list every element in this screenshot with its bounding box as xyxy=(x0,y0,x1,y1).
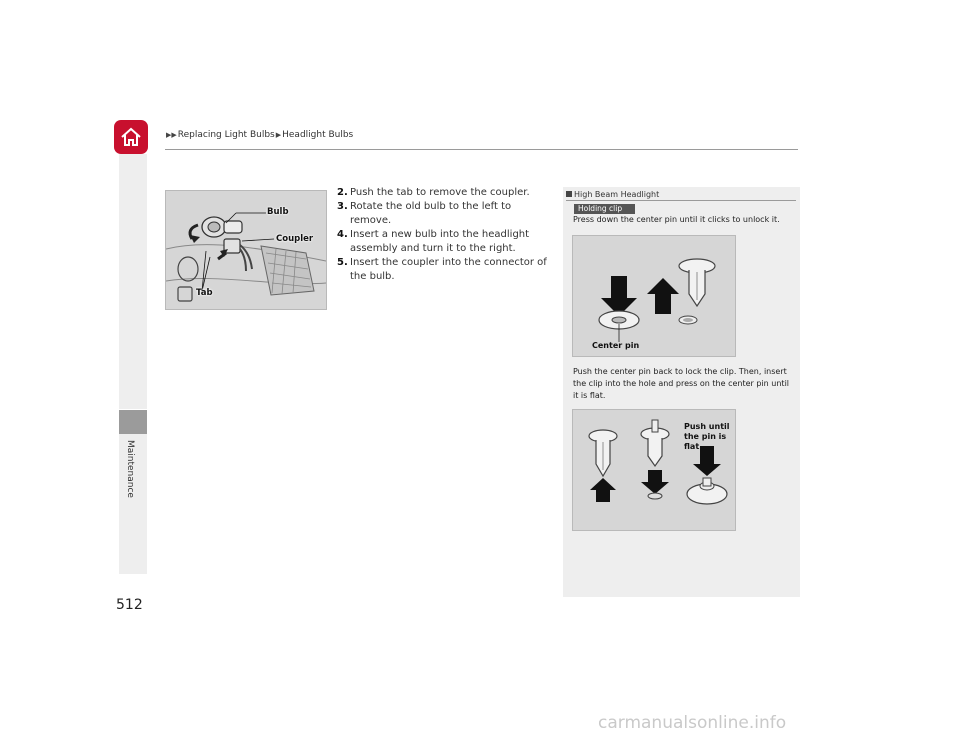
coupler-label: Coupler xyxy=(276,234,314,244)
step-number: 2. xyxy=(337,187,348,198)
side-tab-marker xyxy=(119,410,147,434)
step-text: Push the tab to remove the coupler. xyxy=(350,187,530,198)
step-text: Insert the coupler into the connector of the bulb. xyxy=(350,257,547,282)
headlight-bulb-illustration xyxy=(165,190,327,310)
step-item xyxy=(337,256,552,284)
header-divider xyxy=(165,149,798,150)
step-item xyxy=(337,186,552,200)
step-text: Rotate the old bulb to the left to remove. xyxy=(350,201,512,226)
home-button[interactable] xyxy=(114,120,148,154)
step-number: 3. xyxy=(337,201,348,212)
triangle-right-icon: ▶ xyxy=(275,131,282,139)
note-heading xyxy=(566,190,796,201)
section-label: Maintenance xyxy=(125,440,135,498)
procedure-steps xyxy=(337,186,552,284)
breadcrumb xyxy=(165,130,353,140)
note-title: High Beam Headlight xyxy=(574,190,660,199)
note-text: Press down the center pin until it clicks to unlock it. xyxy=(573,215,780,224)
watermark: carmanualsonline.info xyxy=(598,713,787,733)
side-tab-strip xyxy=(119,154,147,409)
step-item xyxy=(337,200,552,228)
center-pin-label: Center pin xyxy=(592,341,640,350)
clip-lock-illustration xyxy=(572,409,736,531)
holding-clip-badge: Holding clip xyxy=(574,204,635,214)
step-item xyxy=(337,228,552,256)
home-icon xyxy=(119,125,143,149)
breadcrumb-item[interactable]: Headlight Bulbs xyxy=(282,130,354,140)
step-number: 4. xyxy=(337,229,348,240)
engine-bay-drawing xyxy=(166,191,326,309)
tab-label: Tab xyxy=(196,288,213,298)
page-number: 512 xyxy=(116,597,143,613)
note-marker-icon xyxy=(566,191,572,197)
triangle-right-icon: ▶▶ xyxy=(166,131,177,139)
note-text: Push the center pin back to lock the clip. Then, insert the clip into the hole and press on the center pin until it is flat. xyxy=(573,367,790,400)
push-pin-label: Push until the pin is flat. xyxy=(684,422,730,451)
clip-unlock-drawing xyxy=(573,236,735,356)
bulb-label: Bulb xyxy=(267,207,289,217)
note-sidebar xyxy=(563,187,800,597)
step-number: 5. xyxy=(337,257,348,268)
clip-unlock-illustration xyxy=(572,235,736,357)
step-text: Insert a new bulb into the headlight assembly and turn it to the right. xyxy=(350,229,530,254)
breadcrumb-item[interactable]: Replacing Light Bulbs xyxy=(177,130,275,140)
